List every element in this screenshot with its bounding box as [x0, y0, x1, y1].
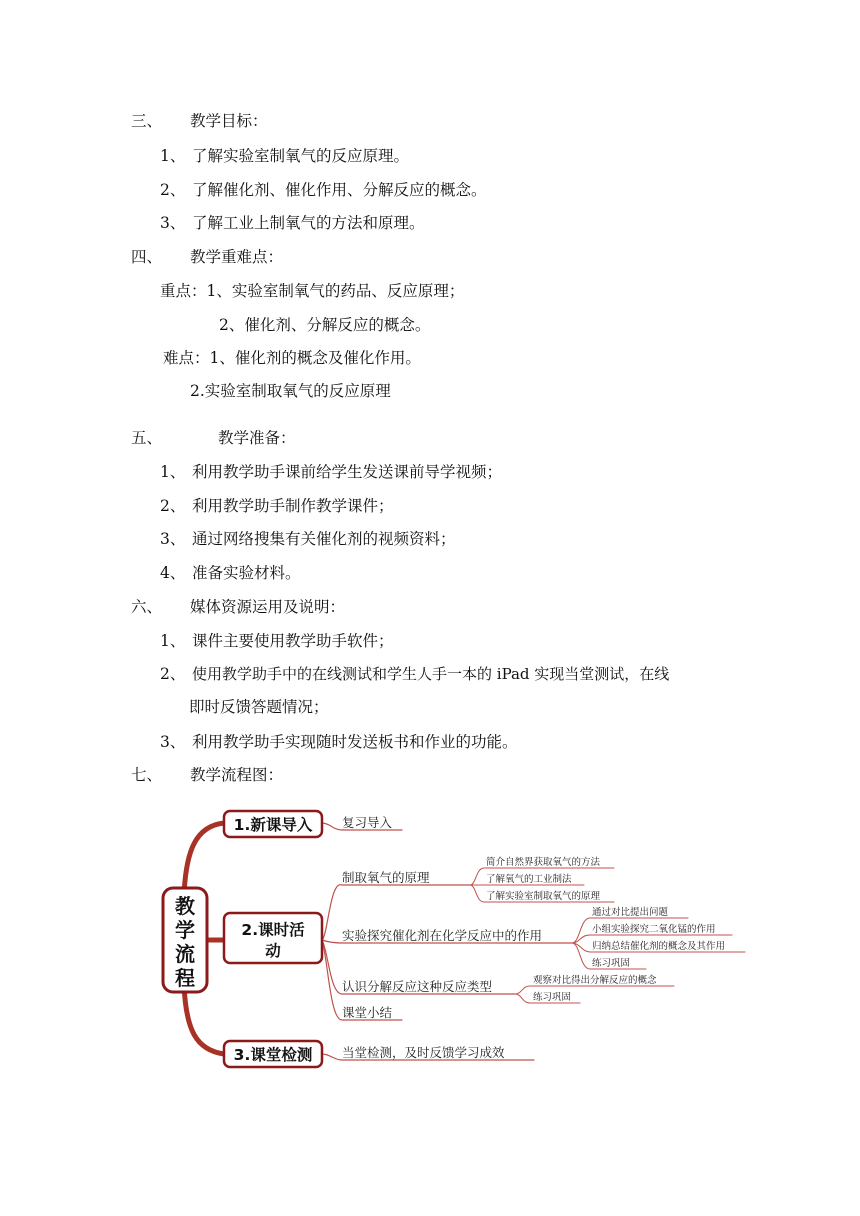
difficulty-line: 难点：1、催化剂的概念及催化作用。: [163, 349, 421, 367]
section-title-key-points: 教学重难点：: [190, 248, 284, 266]
goal-number: 1、: [160, 147, 186, 165]
key-point-line: 2、催化剂、分解反应的概念。: [219, 316, 431, 334]
goal-number: 3、: [160, 214, 186, 232]
section-title-preparation: 教学准备：: [218, 429, 296, 447]
prep-item: 通过网络搜集有关催化剂的视频资料；: [192, 530, 456, 548]
branch-label-test: 3.课堂检测: [233, 1046, 313, 1064]
media-number: 1、: [160, 632, 186, 650]
prep-number: 1、: [160, 463, 186, 481]
section-number: 三、: [131, 112, 163, 130]
prep-item: 准备实验材料。: [192, 564, 301, 582]
sub-item-label: 归纳总结催化剂的概念及其作用: [592, 941, 726, 952]
child-label: 制取氧气的原理: [342, 870, 430, 885]
goal-item: 了解催化剂、催化作用、分解反应的概念。: [192, 181, 487, 199]
section-title-flowchart: 教学流程图：: [190, 766, 284, 784]
media-item: 课件主要使用教学助手软件；: [192, 632, 394, 650]
sub-item-label: 通过对比提出问题: [592, 907, 669, 918]
branch-connector: [184, 985, 224, 1054]
difficulty-line: 2.实验室制取氧气的反应原理: [190, 382, 391, 400]
sub-item-label: 简介自然界获取氧气的方法: [486, 857, 601, 868]
goal-item: 了解实验室制氧气的反应原理。: [192, 147, 410, 165]
root-char: 学: [175, 918, 195, 942]
sub-item-label: 了解氧气的工业制法: [486, 874, 572, 885]
prep-item: 利用教学助手制作教学课件；: [192, 497, 394, 515]
section-number: 四、: [131, 248, 163, 266]
section-title-goals: 教学目标：: [190, 112, 268, 130]
section-title-media: 媒体资源运用及说明：: [190, 598, 346, 616]
prep-number: 2、: [160, 497, 186, 515]
sub-item-label: 小组实验探究二氧化锰的作用: [592, 924, 716, 935]
branch-label-intro: 1.新课导入: [233, 816, 313, 834]
branch-label-activity: 2.课时活: [241, 921, 305, 939]
prep-number: 3、: [160, 530, 186, 548]
sub-item-label: 观察对比得出分解反应的概念: [533, 975, 657, 986]
sub-item-label: 练习巩固: [592, 958, 631, 969]
section-number: 七、: [131, 766, 163, 784]
sub-item-label: 练习巩固: [533, 992, 572, 1003]
goal-item: 了解工业上制氧气的方法和原理。: [192, 214, 425, 232]
sub-item-label: 了解实验室制取氧气的原理: [486, 891, 601, 902]
media-number: 3、: [160, 733, 186, 751]
media-item: 利用教学助手实现随时发送板书和作业的功能。: [192, 733, 518, 751]
media-number: 2、: [160, 665, 186, 683]
child-label: 复习导入: [342, 815, 393, 830]
root-char: 程: [175, 966, 195, 990]
media-item-continuation: 即时反馈答题情况；: [189, 698, 329, 716]
root-char: 教: [175, 894, 195, 918]
branch-label-activity-cont: 动: [265, 942, 281, 960]
section-number: 六、: [131, 598, 163, 616]
prep-item: 利用教学助手课前给学生发送课前导学视频；: [192, 463, 503, 481]
root-char: 流: [175, 942, 195, 966]
branch-connector: [184, 823, 224, 895]
section-number: 五、: [131, 429, 163, 447]
prep-number: 4、: [160, 564, 186, 582]
child-label: 实验探究催化剂在化学反应中的作用: [342, 928, 543, 943]
key-point-line: 重点：1、实验室制氧气的药品、反应原理；: [160, 282, 465, 300]
child-label: 认识分解反应这种反应类型: [342, 979, 493, 994]
child-label: 当堂检测，及时反馈学习成效: [342, 1045, 505, 1060]
media-item: 使用教学助手中的在线测试和学生人手一本的 iPad 实现当堂测试，在线: [192, 665, 670, 683]
child-label: 课堂小结: [342, 1005, 393, 1020]
goal-number: 2、: [160, 181, 186, 199]
